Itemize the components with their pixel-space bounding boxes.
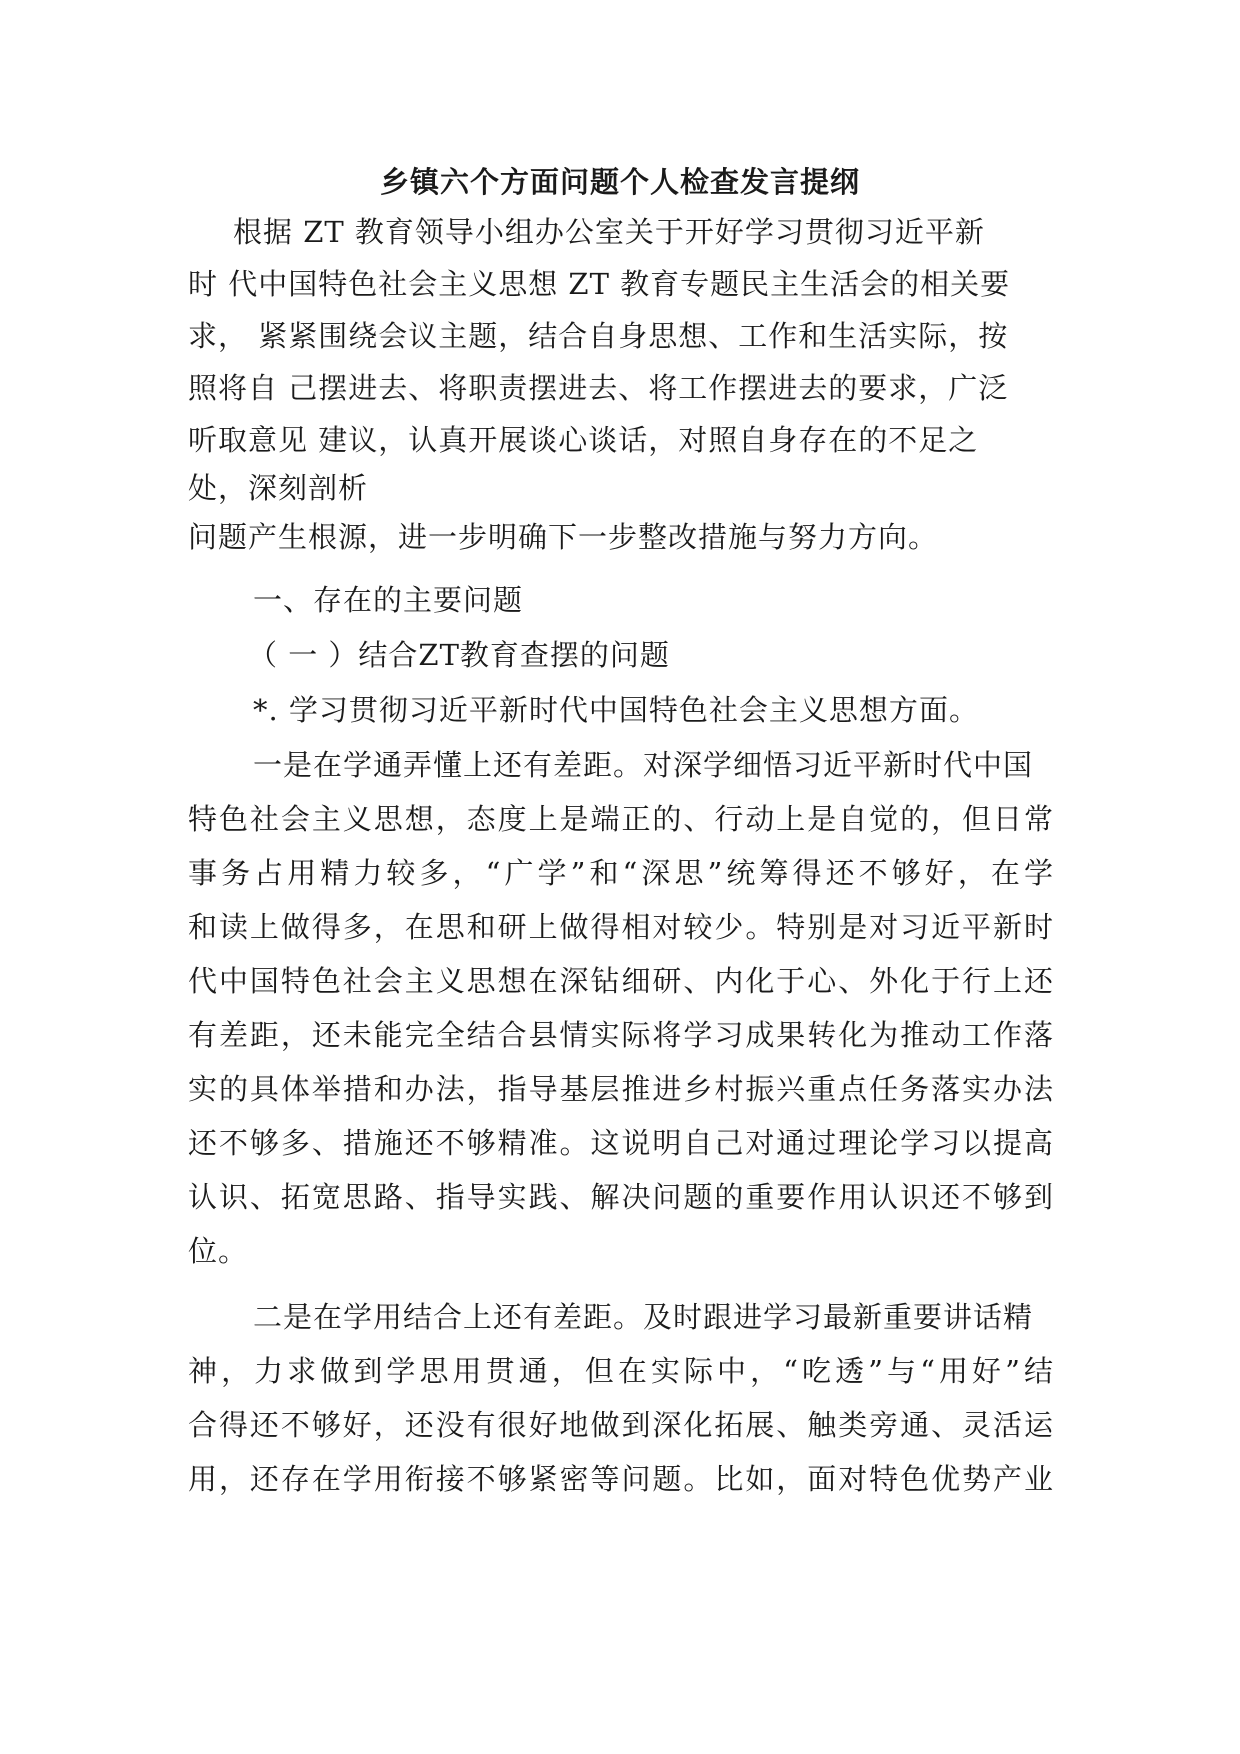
para2-line-2: 神，力求做到学思用贯通，但在实际中，“吃透”与“用好”结: [188, 1354, 1054, 1388]
intro-line-3: 求， 紧紧围绕会议主题，结合自身思想、工作和生活实际，按: [188, 319, 1009, 353]
para1-line-3: 事务占用精力较多，“广学”和“深思”统筹得还不够好，在学: [188, 856, 1054, 890]
para1-line-1: 一是在学通弄懂上还有差距。对深学细悟习近平新时代中国: [253, 748, 1034, 782]
intro-line-2: 时 代中国特色社会主义思想 ZT 教育专题民主生活会的相关要: [188, 267, 1011, 301]
para1-line-4: 和读上做得多，在思和研上做得相对较少。特别是对习近平新时: [188, 910, 1054, 944]
para1-line-8: 还不够多、措施还不够精准。这说明自己对通过理论学习以提高: [188, 1126, 1054, 1160]
intro-line-7: 问题产生根源，进一步明确下一步整改措施与努力方向。: [188, 520, 939, 554]
para1-line-7: 实的具体举措和办法，指导基层推进乡村振兴重点任务落实办法: [188, 1072, 1054, 1106]
intro-line-1: 根据 ZT 教育领导小组办公室关于开好学习贯彻习近平新: [233, 215, 985, 249]
para1-line-9: 认识、拓宽思路、指导实践、解决问题的重要作用认识还不够到: [188, 1180, 1054, 1214]
section-heading-1: 一、存在的主要问题: [253, 583, 524, 617]
para2-line-3: 合得还不够好，还没有很好地做到深化拓展、触类旁通、灵活运: [188, 1408, 1054, 1442]
document-title: 乡镇六个方面问题个人检查发言提纲: [379, 165, 860, 199]
para1-line-5: 代中国特色社会主义思想在深钻细研、内化于心、外化于行上还: [188, 964, 1054, 998]
intro-line-5: 听取意见 建议，认真开展谈心谈话，对照自身存在的不足之: [188, 423, 979, 457]
para1-line-6: 有差距，还未能完全结合县情实际将学习成果转化为推动工作落: [188, 1018, 1054, 1052]
subsection-heading-1: （ 一 ）结合ZT教育查摆的问题: [248, 638, 670, 672]
intro-line-4: 照将自 己摆进去、将职责摆进去、将工作摆进去的要求，广泛: [188, 371, 1009, 405]
intro-line-6: 处，深刻剖析: [188, 471, 369, 505]
para2-line-1: 二是在学用结合上还有差距。及时跟进学习最新重要讲话精: [253, 1300, 1034, 1334]
para2-line-4: 用，还存在学用衔接不够紧密等问题。比如，面对特色优势产业: [188, 1462, 1054, 1496]
para1-line-2: 特色社会主义思想，态度上是端正的、行动上是自觉的，但日常: [188, 802, 1054, 836]
item-heading: *. 学习贯彻习近平新时代中国特色社会主义思想方面。: [253, 693, 979, 727]
para1-line-10: 位。: [188, 1234, 249, 1268]
